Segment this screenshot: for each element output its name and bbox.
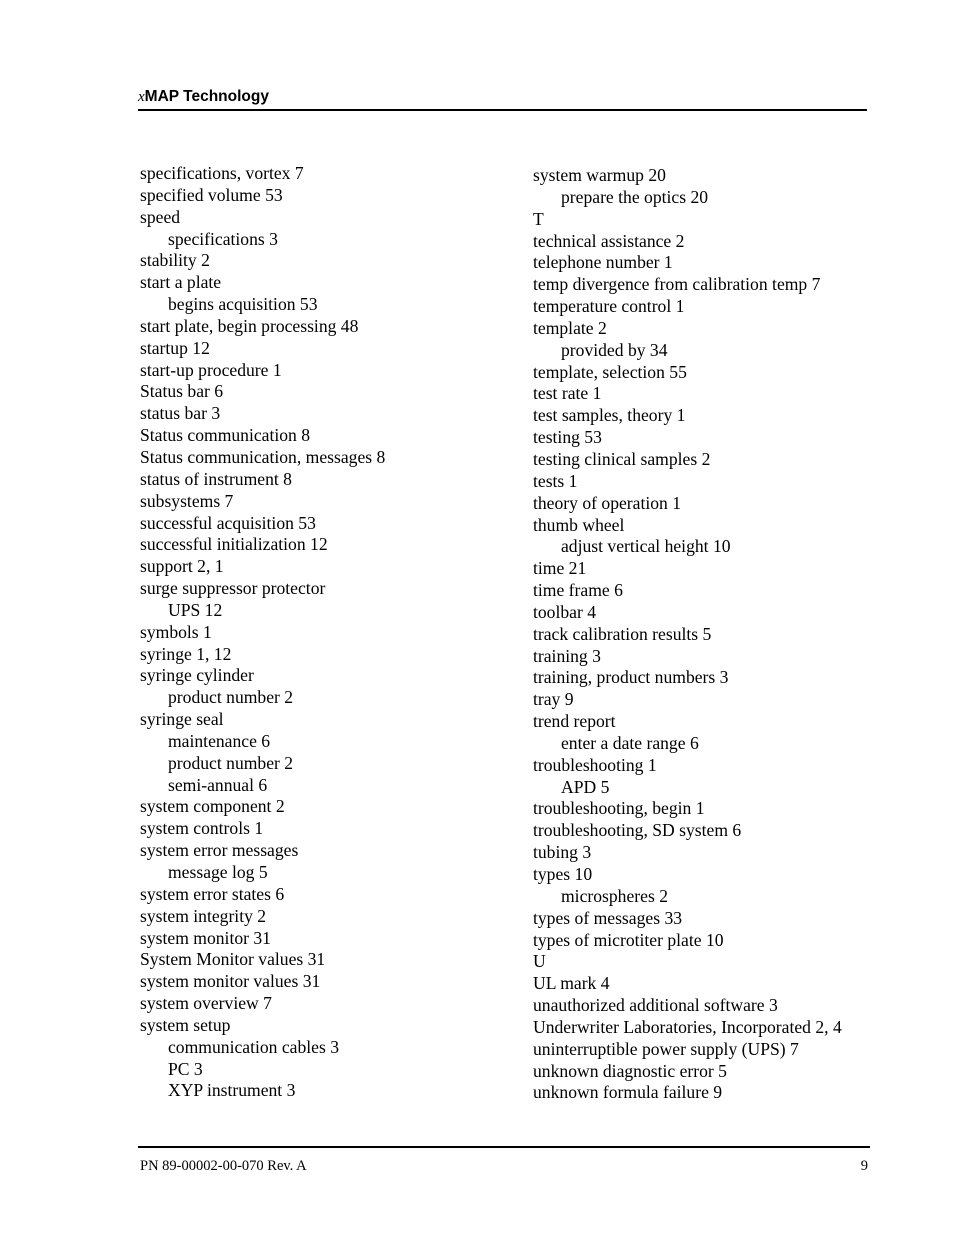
index-column-left (140, 163, 385, 1102)
index-entry: system warmup 20 (533, 165, 666, 185)
index-subentry: semi-annual 6 (168, 774, 268, 795)
index-subentry: communication cables 3 (168, 1036, 339, 1057)
index-entry: tray 9 (533, 689, 574, 710)
index-entry: theory of operation 1 (533, 492, 682, 513)
index-entry: system monitor values 31 (140, 971, 321, 992)
index-entry: system component 2 (140, 796, 285, 817)
index-subentry: PC 3 (168, 1058, 203, 1079)
index-entry: stability 2 (140, 250, 210, 271)
index-entry: system overview 7 (140, 993, 272, 1014)
index-entry: status of instrument 8 (140, 468, 292, 489)
index-subentry: prepare the optics 20 (561, 186, 709, 207)
index-entry: template, selection 55 (533, 361, 687, 382)
index-entry: successful acquisition 53 (140, 512, 316, 533)
index-subentry: product number 2 (168, 752, 294, 773)
index-subentry: enter a date range 6 (561, 732, 699, 753)
index-entry: training, product numbers 3 (533, 667, 729, 688)
index-subentry: XYP instrument 3 (168, 1080, 296, 1101)
index-entry: unknown diagnostic error 5 (533, 1060, 727, 1081)
index-entry: testing clinical samples 2 (533, 448, 711, 469)
footer-part-number: PN 89-00002-00-070 Rev. A (140, 1158, 307, 1174)
index-entry: temperature control 1 (533, 296, 685, 317)
index-entry: Status communication 8 (140, 425, 311, 446)
index-subentry: UPS 12 (168, 599, 223, 620)
index-entry: unauthorized additional software 3 (533, 995, 778, 1016)
index-entry: telephone number 1 (533, 252, 673, 273)
index-entry: track calibration results 5 (533, 623, 712, 644)
index-subentry: begins acquisition 53 (168, 294, 318, 315)
index-entry: syringe 1, 12 (140, 643, 232, 664)
index-entry: template 2 (533, 317, 607, 338)
index-entry: symbols 1 (140, 621, 212, 642)
index-entry: thumb wheel (533, 514, 625, 535)
index-entry: start plate, begin processing 48 (140, 315, 359, 336)
footer-rule (138, 1146, 870, 1148)
index-subentry: APD 5 (561, 776, 610, 797)
index-subentry: provided by 34 (561, 339, 668, 360)
index-subentry: maintenance 6 (168, 730, 271, 751)
index-entry: system integrity 2 (140, 905, 267, 926)
index-entry: speed (140, 206, 181, 227)
index-entry: troubleshooting, begin 1 (533, 798, 705, 819)
index-entry: uninterruptible power supply (UPS) 7 (533, 1038, 799, 1059)
index-entry: trend report (533, 711, 616, 732)
index-entry: Underwriter Laboratories, Incorporated 2, 4 (533, 1016, 842, 1037)
index-entry: unknown formula failure 9 (533, 1082, 723, 1103)
index-subentry: adjust vertical height 10 (561, 536, 731, 557)
index-entry: troubleshooting 1 (533, 754, 657, 775)
header-title-rest: MAP Technology (144, 88, 269, 105)
index-entry: startup 12 (140, 337, 210, 358)
index-entry: test samples, theory 1 (533, 405, 686, 426)
page-header (138, 86, 867, 111)
index-entry: T (533, 208, 544, 229)
index-entry: testing 53 (533, 427, 602, 448)
index-subentry: specifications 3 (168, 228, 278, 249)
index-entry: status bar 3 (140, 403, 221, 424)
index-entry: UL mark 4 (533, 973, 610, 994)
index-entry: system setup (140, 1014, 231, 1035)
index-entry: system error messages (140, 840, 299, 861)
index-entry: time frame 6 (533, 580, 623, 601)
index-entry: surge suppressor protector (140, 578, 326, 599)
index-entry: subsystems 7 (140, 490, 234, 511)
index-entry: specifications, vortex 7 (140, 163, 304, 183)
index-entry: training 3 (533, 645, 601, 666)
index-entry: tubing 3 (533, 842, 592, 863)
index-entry: U (533, 951, 546, 972)
index-entry: system error states 6 (140, 883, 285, 904)
index-entry: technical assistance 2 (533, 230, 685, 251)
index-entry: support 2, 1 (140, 556, 224, 577)
index-entry: toolbar 4 (533, 601, 597, 622)
index-entry: start-up procedure 1 (140, 359, 282, 380)
index-entry: syringe seal (140, 709, 224, 730)
index-entry: start a plate (140, 272, 222, 293)
index-entry: Status bar 6 (140, 381, 224, 402)
header-title-prefix: x (138, 89, 145, 105)
index-subentry: product number 2 (168, 687, 294, 708)
index-column-right (533, 165, 842, 1104)
index-entry: tests 1 (533, 470, 578, 491)
index-entry: Status communication, messages 8 (140, 446, 386, 467)
index-subentry: message log 5 (168, 862, 268, 882)
index-entry: successful initialization 12 (140, 534, 328, 555)
index-entry: types 10 (533, 864, 593, 884)
header-title (138, 88, 269, 106)
index-entry: types of microtiter plate 10 (533, 929, 724, 950)
index-entry: System Monitor values 31 (140, 949, 326, 970)
index-entry: troubleshooting, SD system 6 (533, 820, 742, 841)
index-subentry: microspheres 2 (561, 885, 668, 906)
index-entry: syringe cylinder (140, 665, 254, 686)
index-entry: test rate 1 (533, 383, 602, 404)
footer-page-number: 9 (860, 1158, 868, 1174)
index-entry: time 21 (533, 558, 587, 579)
index-entry: system controls 1 (140, 818, 264, 839)
index-entry: specified volume 53 (140, 184, 283, 205)
index-entry: types of messages 33 (533, 907, 683, 928)
index-entry: system monitor 31 (140, 927, 271, 948)
index-entry: temp divergence from calibration temp 7 (533, 274, 821, 295)
